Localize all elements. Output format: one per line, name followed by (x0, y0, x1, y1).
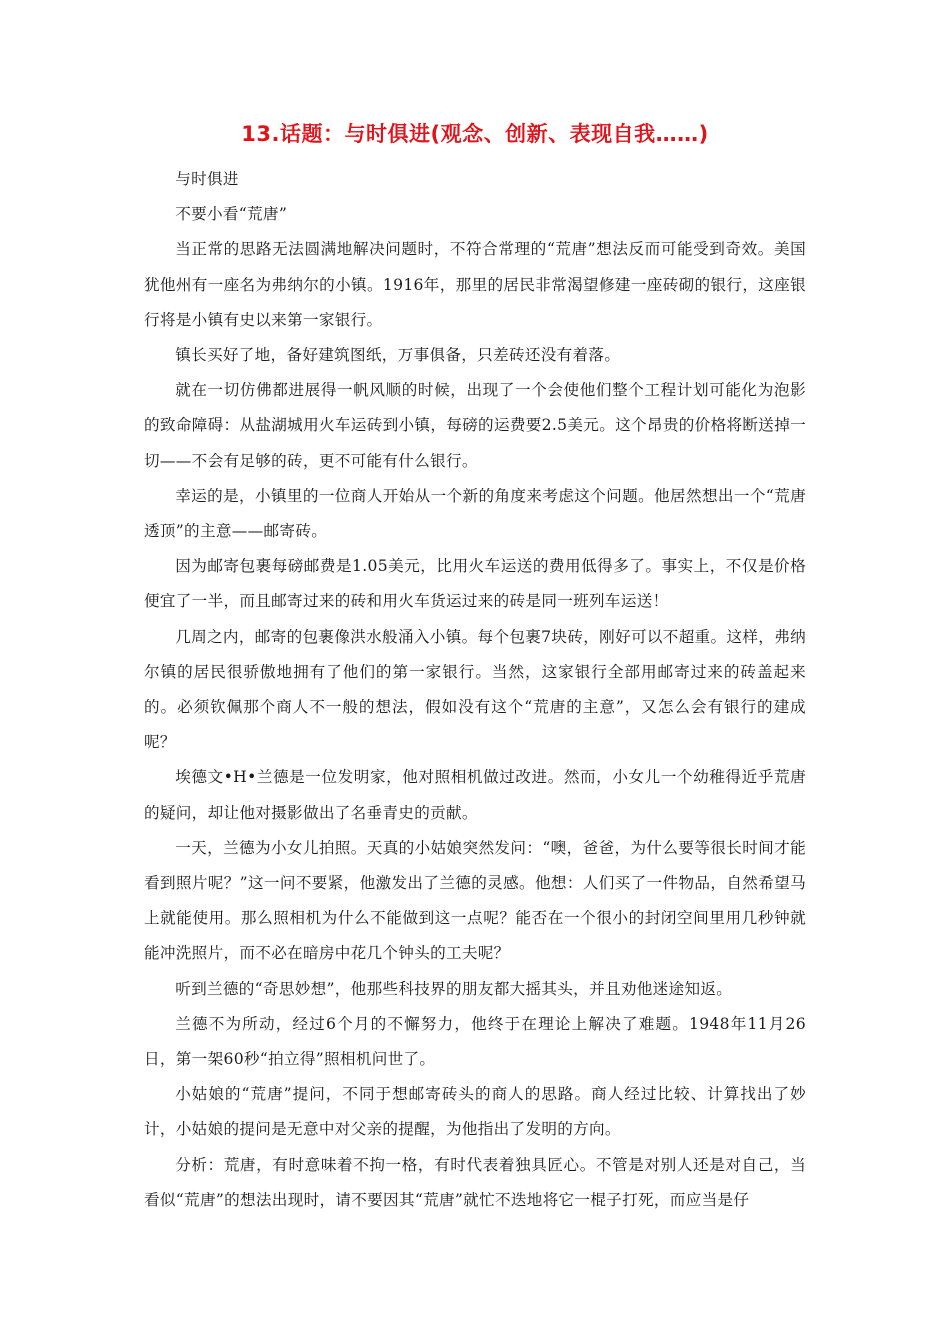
section-heading: 与时俱进 (175, 170, 239, 188)
paragraph: 分析：荒唐，有时意味着不拘一格，有时代表着独具匠心。不管是对别人还是对自己，当看似“荒唐”的想法出现时，请不要因其“荒唐”就忙不迭地将它一棍子打死，而应当是仔 (144, 1155, 806, 1209)
paragraph: 听到兰德的“奇思妙想”，他那些科技界的朋友都大摇其头，并且劝他迷途知返。 (175, 979, 733, 998)
article-subtitle: 不要小看“荒唐” (175, 205, 288, 224)
document-title: 13.话题：与时俱进(观念、创新、表现自我……) (241, 122, 709, 146)
paragraph: 就在一切仿佛都进展得一帆风顺的时候，出现了一个会使他们整个工程计划可能化为泡影的致命障碍：从盐湖城用火车运砖到小镇，每磅的运费要2.5美元。这个昂贵的价格将断送掉一切——不会有足够的砖，更不可能有什么银行。 (144, 381, 806, 470)
paragraph: 一天，兰德为小女儿拍照。天真的小姑娘突然发问：“噢，爸爸，为什么要等很长时间才能看到照片呢？”这一问不要紧，他激发出了兰德的灵感。他想：人们买了一件物品，自然希望马上就能使用。那么照相机为什么不能做到这一点呢？能否在一个很小的封闭空间里用几秒钟就能冲洗照片，而不必在暗房中花几个钟头的工夫呢？ (144, 838, 806, 963)
paragraph: 几周之内，邮寄的包裹像洪水般涌入小镇。每个包裹7块砖，刚好可以不超重。这样，弗纳尔镇的居民很骄傲地拥有了他们的第一家银行。当然，这家银行全部用邮寄过来的砖盖起来的。必须钦佩那个商人不一般的想法，假如没有这个“荒唐的主意”，又怎么会有银行的建成呢？ (144, 627, 806, 752)
paragraph: 因为邮寄包裹每磅邮费是1.05美元，比用火车运送的费用低得多了。事实上，不仅是价格便宜了一半，而且邮寄过来的砖和用火车货运过来的砖是同一班列车运送！ (144, 557, 806, 611)
paragraph: 当正常的思路无法圆满地解决问题时，不符合常理的“荒唐”想法反而可能受到奇效。美国犹他州有一座名为弗纳尔的小镇。1916年，那里的居民非常渴望修建一座砖砌的银行，这座银行将是小镇有史以来第一家银行。 (144, 240, 806, 329)
paragraph: 幸运的是，小镇里的一位商人开始从一个新的角度来考虑这个问题。他居然想出一个“荒唐透顶”的主意——邮寄砖。 (144, 486, 806, 541)
paragraph: 兰德不为所动，经过6个月的不懈努力，他终于在理论上解决了难题。1948年11月26日，第一架60秒“拍立得”照相机问世了。 (144, 1014, 806, 1069)
paragraph: 镇长买好了地，备好建筑图纸，万事俱备，只差砖还没有着落。 (175, 346, 621, 365)
paragraph: 小姑娘的“荒唐”提问，不同于想邮寄砖头的商人的思路。商人经过比较、计算找出了妙计，小姑娘的提问是无意中对父亲的提醒，为他指出了发明的方向。 (144, 1085, 806, 1139)
paragraph: 埃德文•H•兰德是一位发明家，他对照相机做过改进。然而，小女儿一个幼稚得近乎荒唐的疑问，却让他对摄影做出了名垂青史的贡献。 (144, 768, 806, 822)
document-page (144, 118, 806, 1218)
